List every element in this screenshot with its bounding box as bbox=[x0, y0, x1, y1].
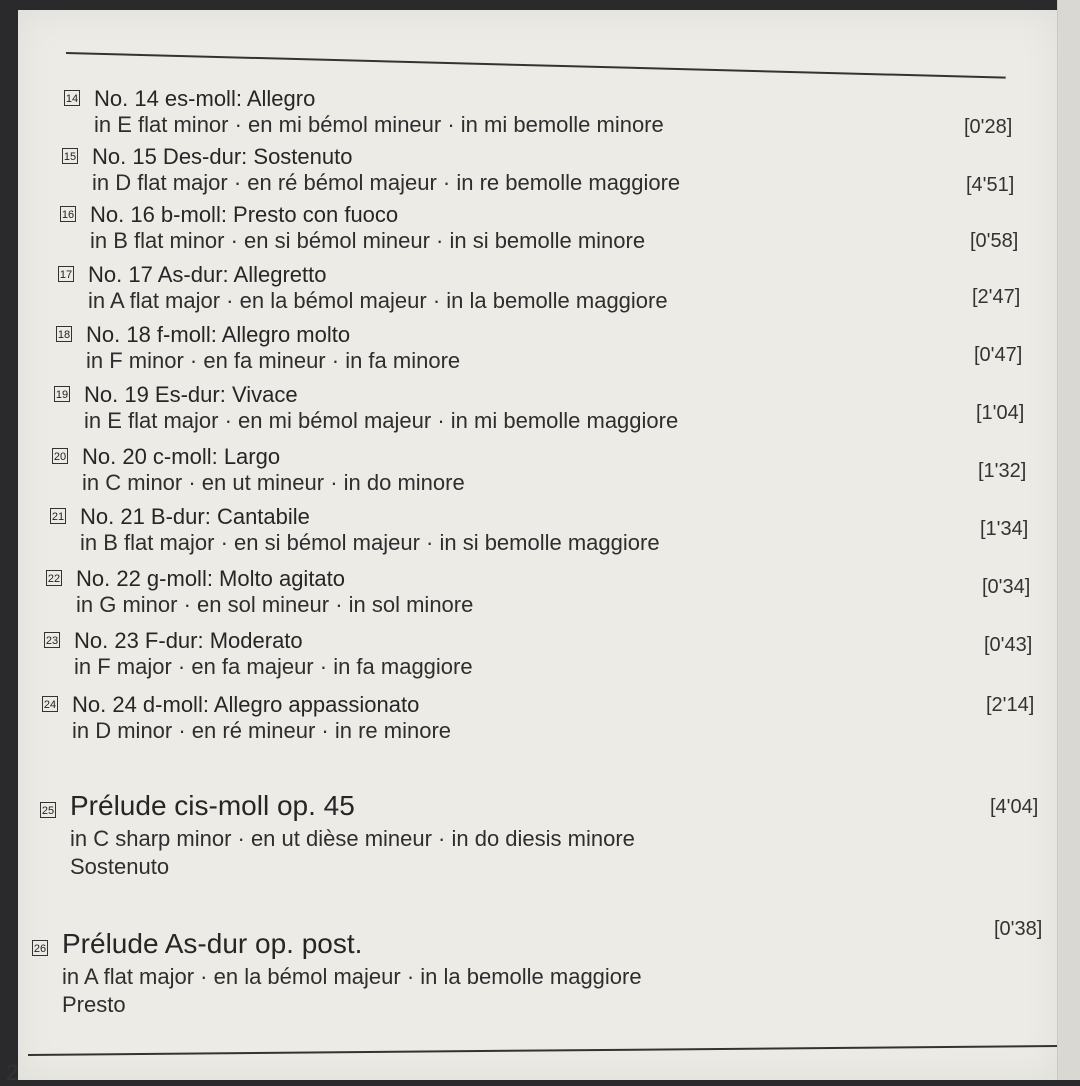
track-title: No. 22 g-moll: Molto agitato bbox=[76, 566, 346, 591]
track-duration: [2'14] bbox=[986, 694, 1035, 716]
track-number-box: 23 bbox=[44, 632, 60, 648]
track-number-box: 17 bbox=[58, 266, 74, 282]
track-duration: [0'28] bbox=[964, 116, 1013, 138]
track-number-box: 20 bbox=[52, 448, 68, 464]
track-key: in D minor · en ré mineur · in re minore bbox=[72, 718, 452, 743]
track-key: in A flat major · en la bémol majeur · in la bemolle maggiore bbox=[88, 288, 668, 313]
track-title: No. 18 f-moll: Allegro molto bbox=[86, 322, 351, 347]
track-duration: [0'43] bbox=[984, 634, 1033, 656]
track-duration: [4'51] bbox=[966, 174, 1015, 196]
track-title: No. 15 Des-dur: Sostenuto bbox=[92, 144, 353, 169]
track-key: in G minor · en sol mineur · in sol minore bbox=[76, 592, 474, 617]
prelude-title: Prélude cis-moll op. 45 bbox=[70, 790, 355, 821]
track-key: in E flat minor · en mi bémol mineur · in mi bemolle minore bbox=[94, 112, 664, 137]
page-number: 2 bbox=[6, 1060, 19, 1085]
track-duration: [0'47] bbox=[974, 344, 1023, 366]
track-title: No. 16 b-moll: Presto con fuoco bbox=[90, 202, 399, 227]
track-number-box: 24 bbox=[42, 696, 58, 712]
prelude-duration: [4'04] bbox=[990, 796, 1039, 818]
track-title: No. 19 Es-dur: Vivace bbox=[84, 382, 298, 407]
track-key: in B flat major · en si bémol majeur · in si bemolle maggiore bbox=[80, 530, 660, 555]
track-duration: [1'34] bbox=[980, 518, 1029, 540]
track-duration: [2'47] bbox=[972, 286, 1021, 308]
booklet-page bbox=[18, 10, 1058, 1080]
track-key: in E flat major · en mi bémol majeur · in mi bemolle maggiore bbox=[84, 408, 679, 433]
track-title: No. 23 F-dur: Moderato bbox=[74, 628, 303, 653]
track-number-box: 18 bbox=[56, 326, 72, 342]
track-title: No. 20 c-moll: Largo bbox=[82, 444, 281, 469]
prelude-key: in C sharp minor · en ut dièse mineur · in do diesis minore bbox=[70, 826, 635, 851]
prelude-title: Prélude As-dur op. post. bbox=[62, 928, 363, 959]
track-title: No. 21 B-dur: Cantabile bbox=[80, 504, 310, 529]
bottom-rule bbox=[28, 1045, 1058, 1056]
track-duration: [1'32] bbox=[978, 460, 1027, 482]
track-duration: [0'34] bbox=[982, 576, 1031, 598]
track-number-box: 16 bbox=[60, 206, 76, 222]
track-key: in D flat major · en ré bémol majeur · in re bemolle maggiore bbox=[92, 170, 681, 195]
booklet-spine bbox=[1057, 0, 1080, 1080]
track-number-box: 19 bbox=[54, 386, 70, 402]
prelude-tempo: Presto bbox=[62, 992, 126, 1017]
track-number-box: 25 bbox=[40, 802, 56, 818]
track-duration: [0'58] bbox=[970, 230, 1019, 252]
prelude-key: in A flat major · en la bémol majeur · in la bemolle maggiore bbox=[62, 964, 642, 989]
track-title: No. 24 d-moll: Allegro appassionato bbox=[72, 692, 420, 717]
track-number-box: 15 bbox=[62, 148, 78, 164]
track-key: in F minor · en fa mineur · in fa minore bbox=[86, 348, 461, 373]
track-number-box: 21 bbox=[50, 508, 66, 524]
track-key: in C minor · en ut mineur · in do minore bbox=[82, 470, 465, 495]
track-title: No. 14 es-moll: Allegro bbox=[94, 86, 316, 111]
track-key: in B flat minor · en si bémol mineur · in si bemolle minore bbox=[90, 228, 646, 253]
track-number-box: 26 bbox=[32, 940, 48, 956]
top-rule bbox=[66, 52, 1006, 79]
track-number-box: 22 bbox=[46, 570, 62, 586]
track-title: No. 17 As-dur: Allegretto bbox=[88, 262, 327, 287]
prelude-tempo: Sostenuto bbox=[70, 854, 170, 879]
prelude-duration: [0'38] bbox=[994, 918, 1043, 940]
track-number-box: 14 bbox=[64, 90, 80, 106]
track-duration: [1'04] bbox=[976, 402, 1025, 424]
track-key: in F major · en fa majeur · in fa maggiore bbox=[74, 654, 473, 679]
